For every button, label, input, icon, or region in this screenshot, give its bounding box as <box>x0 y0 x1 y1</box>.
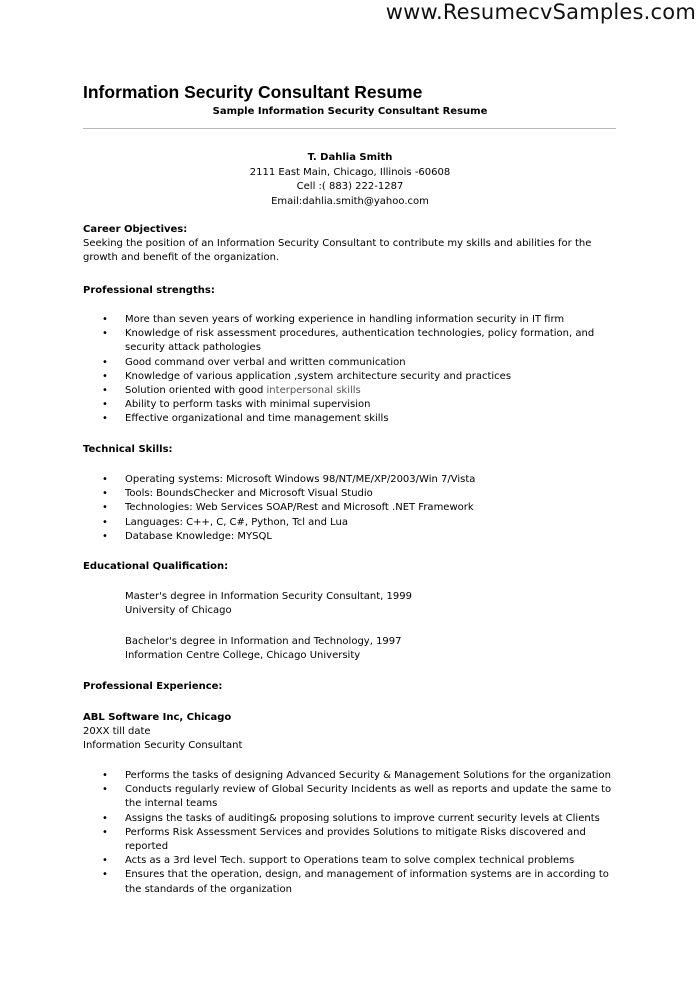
list-item: • More than seven years of working experience in handling information security in IT firm <box>83 313 623 327</box>
bullet-icon: • <box>102 474 108 485</box>
strengths-list <box>83 313 623 427</box>
list-item: • Operating systems: Microsoft Windows 98/NT/ME/XP/2003/Win 7/Vista <box>83 473 623 487</box>
interpersonal-skills-link[interactable]: interpersonal skills <box>266 385 361 397</box>
bullet-icon: • <box>102 356 108 368</box>
list-item: • Conducts regularly review of Global Security Incidents as well as reports and update the same to the internal teams <box>102 784 612 810</box>
contact-block <box>0 151 700 209</box>
contact-address: 2111 East Main, Chicago, Illinois -60608 <box>249 166 451 178</box>
experience-heading: Professional Experience: <box>83 681 223 692</box>
bullet-icon: • <box>102 370 108 382</box>
education-entry-1 <box>83 590 623 618</box>
list-item: • Good command over verbal and written communication <box>83 356 623 370</box>
list-item: • Effective organizational and time management skills <box>83 412 623 426</box>
bullet-icon: • <box>102 855 108 867</box>
bullet-icon: • <box>102 812 108 824</box>
list-item: • Knowledge of risk assessment procedures, authentication technologies, policy formation, and security attack pathologies <box>102 328 595 354</box>
technical-list-wrap <box>83 473 623 544</box>
list-item: • Languages: C++, C, C#, Python, Tcl and Lua <box>83 516 623 530</box>
watermark-url: www.ResumecvSamples.com <box>385 0 696 24</box>
technical-section <box>83 443 623 457</box>
experience-job <box>83 711 623 754</box>
experience-section <box>83 680 623 694</box>
education-section <box>83 560 623 574</box>
career-text: Seeking the position of an Information Security Consultant to contribute my skills and abilities for the growth and benefit of the organization. <box>83 238 592 264</box>
education-degree: Bachelor's degree in Information and Technology, 1997 <box>125 636 402 647</box>
list-item: • Technologies: Web Services SOAP/Rest and Microsoft .NET Framework <box>83 501 623 515</box>
education-heading: Educational Qualification: <box>83 561 229 572</box>
experience-dates: 20XX till date <box>83 726 151 738</box>
bullet-icon: • <box>102 516 108 528</box>
education-degree: Master's degree in Information Security Consultant, 1999 <box>125 591 412 602</box>
bullet-icon: • <box>102 502 108 514</box>
contact-cell: Cell :( 883) 222-1287 <box>296 181 404 192</box>
contact-name: T. Dahlia Smith <box>307 152 393 163</box>
bullet-icon: • <box>102 770 108 781</box>
education-school: University of Chicago <box>125 605 232 617</box>
strengths-list-wrap <box>83 313 623 427</box>
experience-role: Information Security Consultant <box>83 740 243 752</box>
career-heading: Career Objectives: <box>83 224 188 235</box>
strengths-section <box>83 284 623 298</box>
experience-company: ABL Software Inc, Chicago <box>83 712 232 723</box>
bullet-icon: • <box>102 784 108 796</box>
bullet-icon: • <box>102 826 108 838</box>
bullet-icon: • <box>102 328 108 340</box>
list-item: • Performs Risk Assessment Services and provides Solutions to mitigate Risks discovered and reported <box>102 826 586 853</box>
strengths-heading: Professional strengths: <box>83 285 215 296</box>
education-entry-2 <box>83 635 623 663</box>
education-school: Information Centre College, Chicago University <box>125 650 361 662</box>
list-item: • Performs the tasks of designing Advanced Security & Management Solutions for the organization <box>83 769 623 783</box>
header-divider <box>83 128 616 129</box>
list-item: • Knowledge of various application ,system architecture security and practices <box>83 370 623 384</box>
technical-list <box>83 473 623 544</box>
bullet-icon: • <box>102 869 108 881</box>
bullet-icon: • <box>102 488 108 500</box>
bullet-icon: • <box>102 530 108 542</box>
list-item: • Ensures that the operation, design, and management of information systems are in according to the standards of the organization <box>102 869 609 895</box>
bullet-icon: • <box>102 399 108 411</box>
list-item: • Solution oriented with good interpersonal skills <box>83 384 623 398</box>
bullet-icon: • <box>102 385 108 397</box>
career-section <box>83 223 623 266</box>
experience-list <box>83 769 623 897</box>
technical-heading: Technical Skills: <box>83 444 173 455</box>
list-item: • Assigns the tasks of auditing& proposing solutions to improve current security levels at Clients <box>83 812 623 826</box>
bullet-icon: • <box>102 413 108 425</box>
page-subtitle: Sample Information Security Consultant Resume <box>212 106 488 117</box>
list-item: • Acts as a 3rd level Tech. support to Operations team to solve complex technical problems <box>83 854 623 868</box>
page-title: Information Security Consultant Resume <box>83 82 423 102</box>
bullet-icon: • <box>102 314 108 325</box>
contact-email: Email:dahlia.smith@yahoo.com <box>271 195 429 207</box>
list-item: • Database Knowledge: MYSQL <box>83 530 623 544</box>
list-item: • Ability to perform tasks with minimal supervision <box>83 398 623 412</box>
list-item: • Tools: BoundsChecker and Microsoft Visual Studio <box>83 487 623 501</box>
experience-list-wrap <box>83 769 623 897</box>
